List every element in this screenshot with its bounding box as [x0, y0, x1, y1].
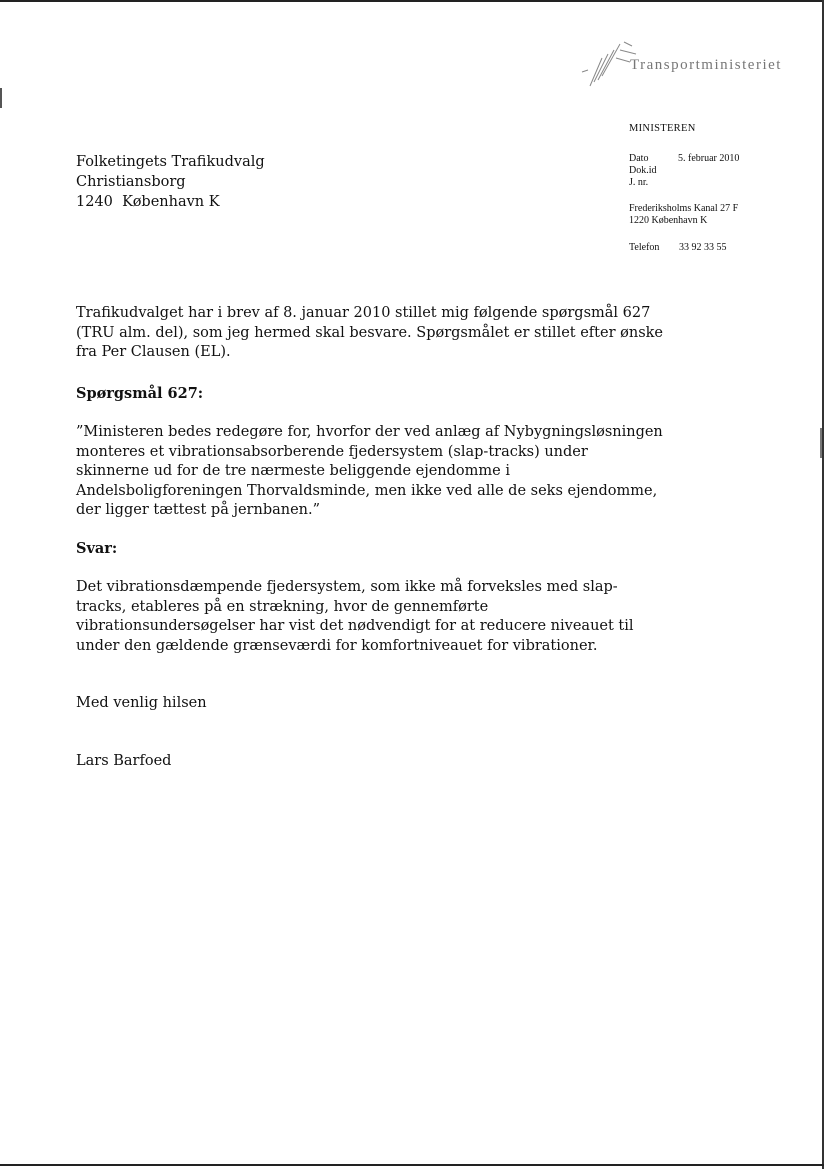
question-heading: Spørgsmål 627:: [76, 385, 204, 402]
signature-name: Lars Barfoed: [76, 753, 172, 769]
scan-edge-top: [0, 0, 824, 2]
dokid-row: [629, 165, 739, 177]
answer-line: under den gældende grænseværdi for komfortniveauet for vibrationer.: [76, 637, 598, 654]
dokid-label: Dok.id: [629, 165, 657, 176]
answer-line: tracks, etableres på en strækning, hvor de gennemførte: [76, 598, 489, 615]
question-line: der ligger tættest på jernbanen.”: [76, 502, 321, 518]
ministry-logo: [580, 36, 800, 96]
logo-text: Transportministeriet: [630, 57, 782, 73]
intro-line: (TRU alm. del), som jeg hermed skal besvare. Spørgsmålet er stillet efter ønske: [76, 324, 664, 341]
date-value: 5. februar 2010: [678, 153, 740, 164]
phone-value: 33 92 33 55: [679, 242, 727, 253]
intro-paragraph: [76, 304, 664, 363]
answer-line: Det vibrationsdæmpende fjedersystem, som ikke må forveksles med slap-: [76, 579, 618, 595]
answer-paragraph: [76, 578, 634, 656]
intro-line: Trafikudvalget har i brev af 8. januar 2010 stillet mig følgende spørgsmål 627: [76, 305, 651, 321]
sender-office: MINISTEREN: [629, 123, 696, 134]
jnr-row: [629, 177, 739, 189]
recipient-line-1: Folketingets Trafikudvalg: [76, 154, 265, 170]
intro-line: fra Per Clausen (EL).: [76, 344, 231, 360]
question-line: monteres et vibrationsabsorberende fjedersystem (slap-tracks) under: [76, 443, 588, 460]
document-meta: [629, 153, 739, 189]
date-label: Dato: [629, 153, 649, 164]
scan-mark-left: [0, 88, 2, 108]
address-line-1: Frederiksholms Kanal 27 F: [629, 203, 739, 214]
scan-edge-bottom: [0, 1164, 824, 1166]
question-line: ”Ministeren bedes redegøre for, hvorfor der ved anlæg af Nybygningsløsningen: [76, 424, 663, 440]
recipient-line-3: 1240 København K: [76, 194, 220, 210]
sender-phone: [629, 242, 727, 254]
recipient-line-2: Christiansborg: [76, 174, 186, 190]
answer-line: vibrationsundersøgelser har vist det nødvendigt for at reducere niveauet til: [76, 618, 634, 634]
scan-mark-right: [820, 428, 822, 458]
recipient-address: [76, 152, 265, 212]
address-line-2: 1220 København K: [629, 215, 708, 226]
closing-salutation: Med venlig hilsen: [76, 695, 207, 711]
question-paragraph: [76, 423, 663, 521]
sender-address: [629, 203, 738, 227]
question-line: skinnerne ud for de tre nærmeste beliggende ejendomme i: [76, 463, 510, 479]
date-row: [629, 153, 739, 165]
jnr-label: J. nr.: [629, 177, 649, 188]
phone-label: Telefon: [629, 242, 660, 253]
question-line: Andelsboligforeningen Thorvaldsminde, men ikke ved alle de seks ejendomme,: [76, 482, 658, 499]
answer-heading: Svar:: [76, 540, 118, 557]
